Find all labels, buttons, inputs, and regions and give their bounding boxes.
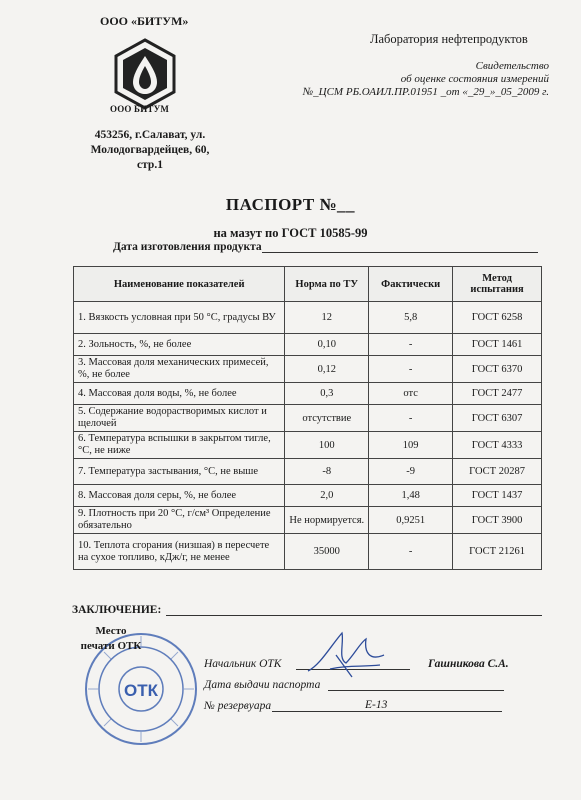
method-cell: ГОСТ 21261 — [453, 534, 542, 570]
norm-cell: 0,10 — [285, 334, 369, 356]
stamp-label-line: Место — [95, 625, 127, 637]
norm-cell: -8 — [285, 459, 369, 485]
property-name-cell: 5. Содержание водорастворимых кислот и щелочей — [74, 405, 285, 432]
method-cell: ГОСТ 1437 — [453, 485, 542, 507]
certificate-line: Свидетельство — [475, 60, 549, 72]
norm-cell: 100 — [285, 432, 369, 459]
passport-subtitle: на мазут по ГОСТ 10585-99 — [213, 226, 368, 240]
table-row — [74, 485, 542, 507]
actual-cell: 109 — [369, 432, 453, 459]
company-logo — [112, 38, 178, 110]
actual-cell: отс — [369, 383, 453, 405]
norm-cell: 12 — [285, 302, 369, 334]
norm-cell: отсутствие — [285, 405, 369, 432]
table-row — [74, 459, 542, 485]
method-cell: ГОСТ 4333 — [453, 432, 542, 459]
address-line: стр.1 — [137, 159, 163, 171]
property-name-cell: 8. Массовая доля серы, %, не более — [74, 485, 285, 507]
actual-cell: - — [369, 405, 453, 432]
conclusion-field — [166, 615, 542, 616]
production-date-field — [262, 252, 538, 253]
table-row — [74, 405, 542, 432]
property-name-cell: 2. Зольность, %, не более — [74, 334, 285, 356]
table-row — [74, 507, 542, 534]
table-row — [74, 383, 542, 405]
property-name-cell: 7. Температура застывания, °С, не выше — [74, 459, 285, 485]
logo-text: ООО БИТУМ — [110, 104, 170, 114]
header-name: Наименование показателей — [74, 267, 285, 302]
actual-cell: 1,48 — [369, 485, 453, 507]
table-row — [74, 432, 542, 459]
header-norm: Норма по ТУ — [285, 267, 369, 302]
lab-name: Лаборатория нефтепродуктов — [370, 32, 528, 46]
method-cell: ГОСТ 3900 — [453, 507, 542, 534]
tank-number-label: № резервуара — [204, 700, 272, 712]
stamp-label-line: печати ОТК — [80, 640, 142, 652]
actual-cell: 0,9251 — [369, 507, 453, 534]
norm-cell: 0,12 — [285, 356, 369, 383]
property-name-cell: 4. Массовая доля воды, %, не более — [74, 383, 285, 405]
company-name: ООО «БИТУМ» — [100, 14, 189, 28]
norm-cell: 0,3 — [285, 383, 369, 405]
passport-title: ПАСПОРТ №__ — [225, 195, 356, 214]
table-row — [74, 302, 542, 334]
properties-table — [73, 266, 542, 570]
actual-cell: - — [369, 356, 453, 383]
norm-cell: Не нормируется. — [285, 507, 369, 534]
table-header-row — [74, 267, 542, 302]
norm-cell: 35000 — [285, 534, 369, 570]
tank-number-field — [272, 711, 502, 712]
header-actual: Фактически — [369, 267, 453, 302]
table-row — [74, 334, 542, 356]
method-cell: ГОСТ 6370 — [453, 356, 542, 383]
method-cell: ГОСТ 6307 — [453, 405, 542, 432]
norm-cell: 2,0 — [285, 485, 369, 507]
certificate-line: об оценке состояния измерений — [400, 73, 549, 85]
tank-number-value: Е-13 — [365, 699, 388, 711]
address-line: Молодогвардейцев, 60, — [90, 144, 210, 156]
certificate-info — [249, 60, 549, 99]
method-cell: ГОСТ 20287 — [453, 459, 542, 485]
table-row — [74, 356, 542, 383]
property-name-cell: 3. Массовая доля механических примесей, %, не более — [74, 356, 285, 383]
production-date-label: Дата изготовления продукта — [113, 241, 262, 253]
actual-cell: - — [369, 534, 453, 570]
actual-cell: - — [369, 334, 453, 356]
property-name-cell: 9. Плотность при 20 °С, г/см³ Определение обязательно — [74, 507, 285, 534]
method-cell: ГОСТ 1461 — [453, 334, 542, 356]
actual-cell: -9 — [369, 459, 453, 485]
property-name-cell: 6. Температура вспышки в закрытом тигле, °С, не ниже — [74, 432, 285, 459]
table-row — [74, 534, 542, 570]
address-line: 453256, г.Салават, ул. — [94, 129, 206, 141]
stamp-text: ОТК — [124, 681, 158, 700]
property-name-cell: 1. Вязкость условная при 50 °С, градусы ВУ — [74, 302, 285, 334]
head-otk-label: Начальник ОТК — [204, 658, 282, 670]
method-cell: ГОСТ 6258 — [453, 302, 542, 334]
issue-date-label: Дата выдачи паспорта — [204, 679, 321, 691]
header-method: Метод испытания — [453, 267, 542, 302]
method-cell: ГОСТ 2477 — [453, 383, 542, 405]
property-name-cell: 10. Теплота сгорания (низшая) в пересчете на сухое топливо, кДж/г, не менее — [74, 534, 285, 570]
handwritten-signature — [300, 625, 390, 685]
company-address — [62, 128, 238, 173]
conclusion-label: ЗАКЛЮЧЕНИЕ: — [72, 604, 162, 616]
issue-date-field — [328, 690, 504, 691]
certificate-line: №_ЦСМ РБ.ОАИЛ.ПР.01951 _от «_29_»_05_2009 г. — [302, 86, 549, 98]
stamp-place-label — [76, 624, 146, 654]
actual-cell: 5,8 — [369, 302, 453, 334]
head-name: Гашникова С.А. — [428, 658, 509, 670]
